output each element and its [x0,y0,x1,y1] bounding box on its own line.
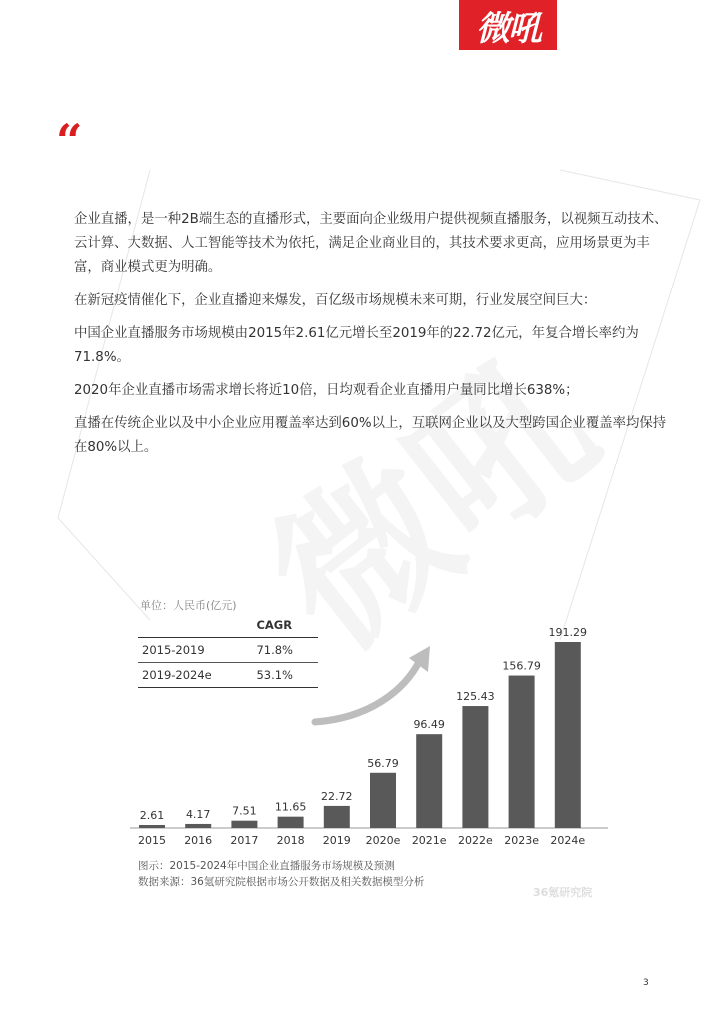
cagr-rate: 71.8% [252,638,318,663]
caption-source: 数据来源：36氪研究院根据市场公开数据及相关数据模型分析 [138,876,425,888]
paragraph: 企业直播，是一种2B端生态的直播形式，主要面向企业级用户提供视频直播服务，以视频互动技术、云计算、大数据、人工智能等技术为依托，满足企业商业目的，其技术要求更高，应用场景更为丰富，商业模式更为明确。 [74,212,668,275]
paragraph: 中国企业直播服务市场规模由2015年2.61亿元增长至2019年的22.72亿元，年复合增长率约为71.8%。 [74,326,639,365]
data-label: 7.51 [232,804,257,818]
figure-caption [138,858,424,890]
unit-label: 单位：人民币(亿元) [140,599,237,612]
x-tick-label: 2016 [184,834,213,847]
cagr-row [138,638,318,663]
x-tick-label: 2017 [230,834,259,847]
x-tick-label: 2024e [550,834,586,847]
cagr-header-empty [138,613,252,638]
data-label: 22.72 [321,789,353,803]
cagr-header: CAGR [252,613,318,638]
data-label: 191.29 [548,626,588,639]
cagr-table [138,613,318,688]
x-tick-label: 2018 [276,834,305,847]
paragraph: 在新冠疫情催化下，企业直播迎来爆发，百亿级市场规模未来可期，行业发展空间巨大： [74,293,597,308]
intro-text [74,208,670,469]
cagr-period: 2019-2024e [138,663,252,688]
x-tick-label: 2022e [458,834,493,847]
cagr-rate: 53.1% [252,663,318,688]
bar [555,642,581,828]
data-label: 4.17 [185,807,211,821]
trend-arrow [315,660,420,722]
data-label: 125.43 [456,690,495,704]
x-tick-label: 2021e [411,834,447,847]
bar [185,824,211,828]
x-tick-label: 2020e [365,834,401,847]
x-tick-label: 2015 [138,834,166,847]
bar [462,706,488,828]
faded-source-mark: 36氪研究院 [533,886,593,899]
bar [324,806,350,828]
bar [509,676,535,828]
page-number: 3 [643,978,649,988]
cagr-row [138,663,318,688]
brand-logo [459,0,557,50]
bar [278,817,304,828]
logo-text: 微吼 [476,8,540,49]
bar [139,825,165,828]
data-label: 96.49 [413,718,445,732]
paragraph: 2020年企业直播市场需求增长将近10倍，日均观看企业直播用户量同比增长638%； [74,383,579,398]
bar [231,821,257,828]
cagr-period: 2015-2019 [138,638,252,663]
paragraph: 直播在传统企业以及中小企业应用覆盖率达到60%以上，互联网企业以及大型跨国企业覆盖率均保持在80%以上。 [74,416,667,455]
bar [370,773,396,828]
x-tick-label: 2019 [322,834,351,847]
x-tick-label: 2023e [504,834,539,847]
data-label: 2.61 [139,809,165,822]
data-label: 11.65 [274,800,307,814]
data-label: 156.79 [502,659,541,673]
data-label: 56.79 [367,756,399,770]
cagr-header-row [138,613,318,638]
quote-mark-icon: “ [56,114,83,168]
bar [416,734,442,828]
caption-figure: 图示：2015-2024年中国企业直播服务市场规模及预测 [138,860,395,872]
